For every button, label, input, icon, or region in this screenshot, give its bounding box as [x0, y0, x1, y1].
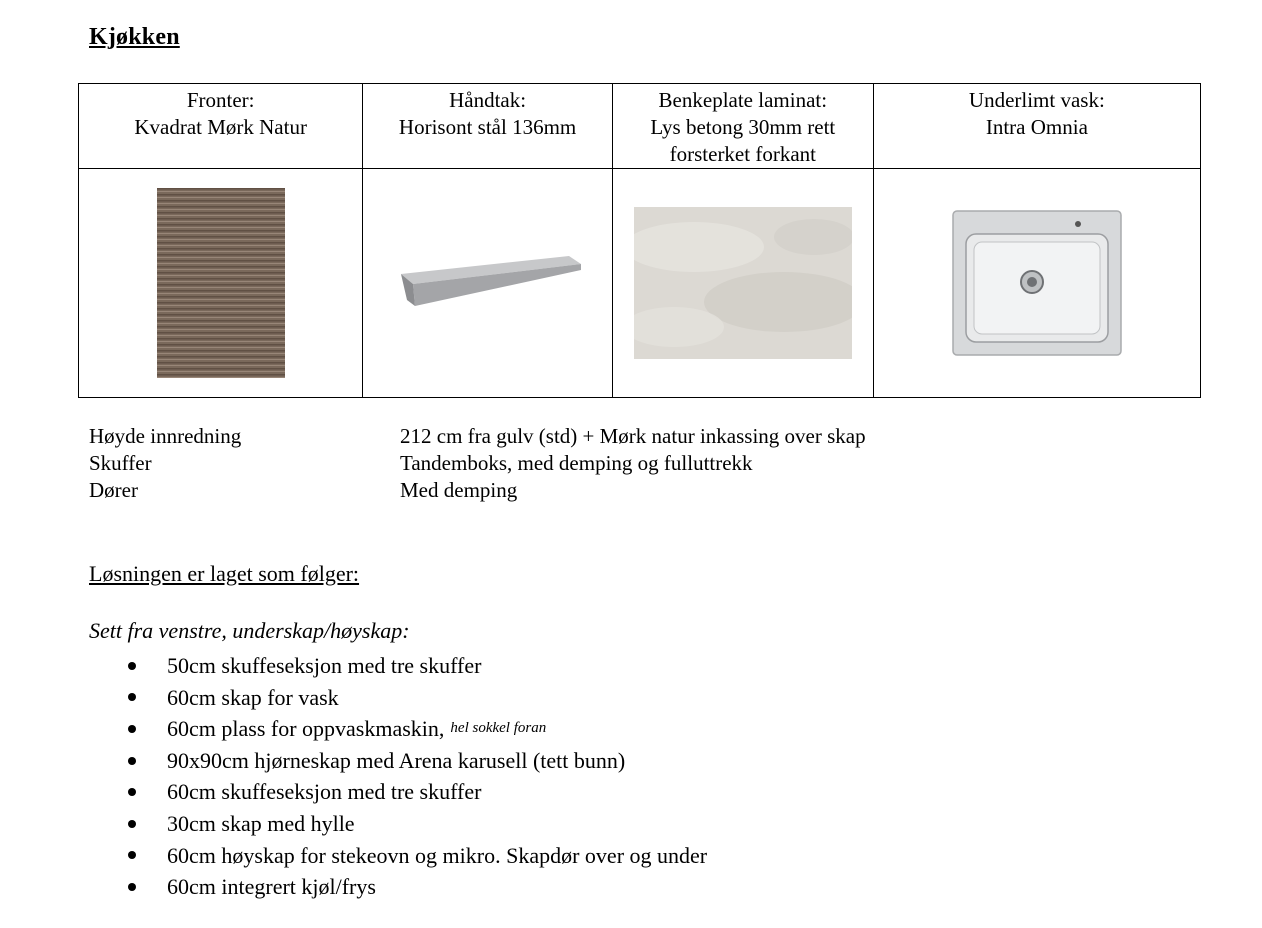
list-item: 50cm skuffeseksjon med tre skuffer — [89, 650, 707, 682]
bullet-icon — [89, 757, 167, 765]
property-list — [89, 423, 866, 504]
spec-value: Kvadrat Mørk Natur — [134, 115, 307, 139]
property-key: Dører — [89, 478, 138, 502]
bullet-icon — [89, 851, 167, 859]
handle-icon — [393, 248, 583, 318]
list-item: 60cm skap for vask — [89, 682, 707, 714]
spec-value: Intra Omnia — [985, 115, 1088, 139]
spec-image-cell-benkeplate — [612, 169, 873, 398]
property-value: Tandemboks, med demping og fulluttrekk — [400, 451, 753, 475]
solution-intro: Sett fra venstre, underskap/høyskap: — [89, 618, 410, 643]
property-key: Skuffer — [89, 451, 152, 475]
page-title: Kjøkken — [89, 24, 180, 50]
spec-header-fronter — [79, 84, 363, 169]
spec-header-benkeplate — [612, 84, 873, 169]
property-value: 212 cm fra gulv (std) + Mørk natur inkassing over skap — [400, 424, 866, 448]
bullet-icon — [89, 662, 167, 670]
spec-label: Underlimt vask: — [968, 88, 1105, 112]
list-item: 60cm plass for oppvaskmaskin, hel sokkel foran — [89, 713, 707, 745]
bullet-icon — [89, 788, 167, 796]
property-row — [89, 423, 866, 450]
bullet-icon — [89, 693, 167, 701]
spec-label: Fronter: — [186, 88, 255, 112]
property-row — [89, 450, 866, 477]
spec-header-vask — [873, 84, 1200, 169]
property-value: Med demping — [400, 478, 518, 502]
list-item: 60cm skuffeseksjon med tre skuffer — [89, 776, 707, 808]
spec-image-cell-handtak — [363, 169, 613, 398]
list-item: 90x90cm hjørneskap med Arena karusell (tett bunn) — [89, 745, 707, 777]
sink-icon — [952, 210, 1122, 356]
spec-label: Håndtak: — [449, 88, 527, 112]
list-item: 30cm skap med hylle — [89, 808, 707, 840]
list-item-note: hel sokkel foran — [450, 720, 547, 737]
spec-header-handtak — [363, 84, 613, 169]
spec-label: Benkeplate laminat: — [658, 88, 828, 112]
spec-table — [78, 83, 1201, 398]
spec-value: Horisont stål 136mm — [398, 115, 577, 139]
spec-image-cell-vask — [873, 169, 1200, 398]
wood-front-icon — [157, 188, 285, 378]
solution-heading: Løsningen er laget som følger: — [89, 561, 360, 586]
bullet-icon — [89, 725, 167, 733]
solution-list — [89, 650, 707, 903]
bullet-icon — [89, 883, 167, 891]
list-item: 60cm integrert kjøl/frys — [89, 871, 707, 903]
property-key: Høyde innredning — [89, 424, 242, 448]
property-row — [89, 477, 866, 504]
spec-value: Lys betong 30mm rett forsterket forkant — [650, 115, 836, 166]
list-item: 60cm høyskap for stekeovn og mikro. Skapdør over og under — [89, 840, 707, 872]
countertop-icon — [634, 207, 852, 359]
bullet-icon — [89, 820, 167, 828]
spec-image-cell-fronter — [79, 169, 363, 398]
